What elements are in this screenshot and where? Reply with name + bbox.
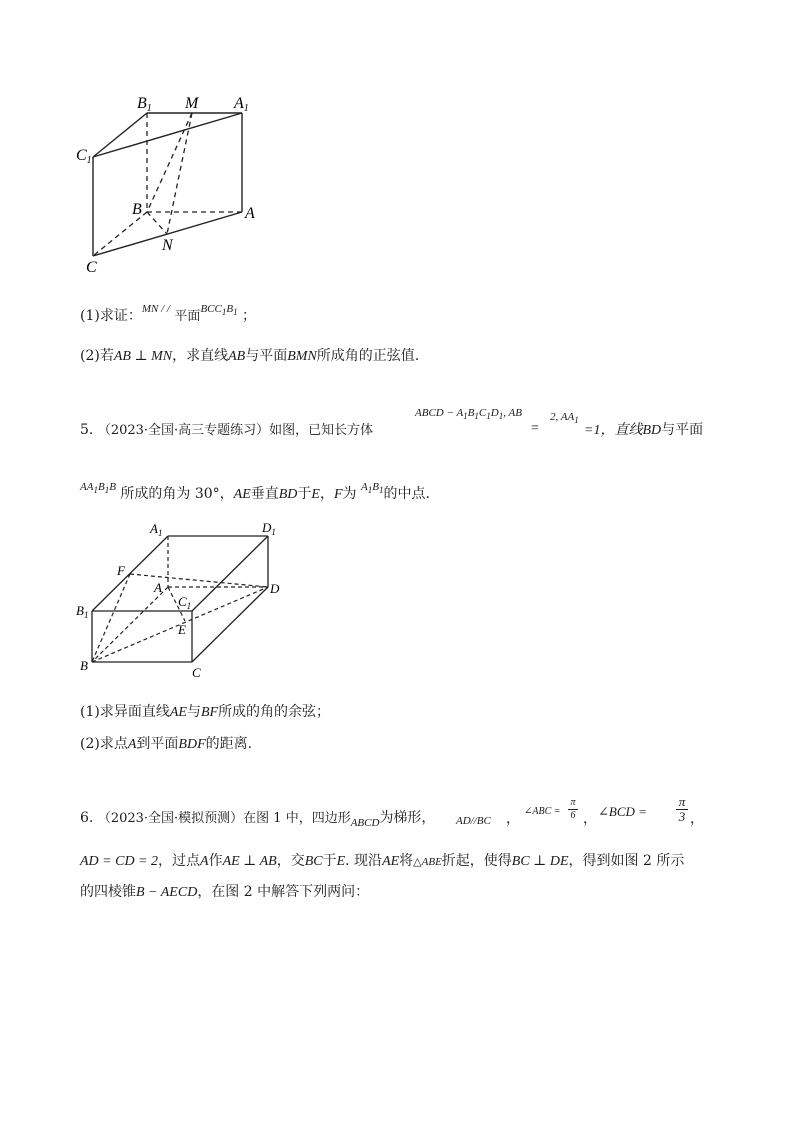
q4-part2: (2)若AB ⊥ MN，求直线AB与平面BMN所成角的正弦值. (80, 348, 420, 364)
q5-line2: $^{AA_1B_1B}$ 所成的角为 30°，AE垂直BD于E，F为 $^{A_1B_1}$的中点. (80, 481, 430, 502)
q6-angle-bcd: ∠BCD = (598, 804, 647, 819)
q5-line1: 5. （2023·全国·高三专题练习）如图，已知长方体 (80, 422, 374, 438)
edge-c1-a1 (93, 113, 242, 157)
q6-number: 6. (80, 810, 94, 826)
label-c: C (192, 665, 201, 680)
segment-f-d-dashed (130, 574, 268, 587)
label-c: C (86, 259, 97, 276)
label-b: B (80, 658, 88, 673)
label-b1: $B_1$ (76, 603, 89, 620)
segment-m-b-dashed (147, 113, 192, 212)
edge-c1-d1 (192, 536, 268, 611)
q6-line3: 的四棱锥B − AECD，在图 2 中解答下列两问： (80, 884, 370, 900)
edge-b-c-dashed (93, 212, 147, 256)
label-d: D (270, 581, 280, 596)
label-a: A (154, 580, 162, 595)
edge-c-d (192, 587, 268, 662)
q6-comma1: ， (506, 811, 520, 827)
label-d1: $D_1$ (262, 520, 276, 537)
q5-value: 2, $AA_1$ (550, 411, 579, 426)
q6-line2: AD = CD = 2，过点A作AE ⊥ AB，交BC于E. 现沿AE将△ABE折起，使得BC ⊥ DE，得到如图 2 所示 (80, 853, 685, 869)
figure-prism (76, 90, 270, 280)
edge-c1-b1 (93, 113, 147, 157)
edge-a1-b1 (92, 536, 168, 611)
label-e: E (178, 622, 186, 637)
q6-comma2: ， (583, 811, 597, 827)
q6-parallel: AD//BC (456, 815, 491, 827)
segment-b-n-dashed (147, 212, 167, 234)
label-c1: C1 (76, 147, 92, 166)
q5-eq-sign: = (530, 421, 540, 436)
label-c1: $C_1$ (178, 594, 192, 611)
q6-frac1: π 6 (568, 797, 578, 822)
label-a1: $A_1$ (150, 521, 163, 538)
q5-box-formula: ABCD − $A_1B_1C_1D_1$, AB (415, 407, 522, 422)
q5-line1-tail: =1，直线BD与平面 (584, 422, 704, 438)
q6-line1: 6. （2023·全国·模拟预测）在图 1 中，四边形$_{ABCD}$为梯形， (80, 810, 436, 829)
label-n: N (162, 237, 173, 254)
label-b1: B1 (137, 95, 152, 114)
edge-a-b-dashed (92, 587, 168, 662)
segment-f-b-dashed (92, 574, 130, 662)
label-a1: A1 (234, 95, 249, 114)
q6-frac2: π 3 (676, 795, 688, 824)
q5-part1: (1)求异面直线AE与BF所成的角的余弦； (80, 704, 331, 720)
label-m: M (185, 95, 199, 112)
q4-part1: (1)求证：$^{MN / /}$ 平面$^{BCC_1B_1}$ ； (80, 303, 257, 324)
label-f: F (117, 563, 125, 578)
q6-angle-abc: ∠ABC = (524, 806, 561, 817)
q5-number: 5. (80, 422, 94, 438)
q5-part2: (2)求点A到平面BDF的距离. (80, 736, 253, 752)
figure-box (75, 515, 295, 680)
label-b: B (132, 201, 142, 218)
q6-comma3: ， (690, 811, 704, 827)
label-a: A (245, 205, 255, 222)
